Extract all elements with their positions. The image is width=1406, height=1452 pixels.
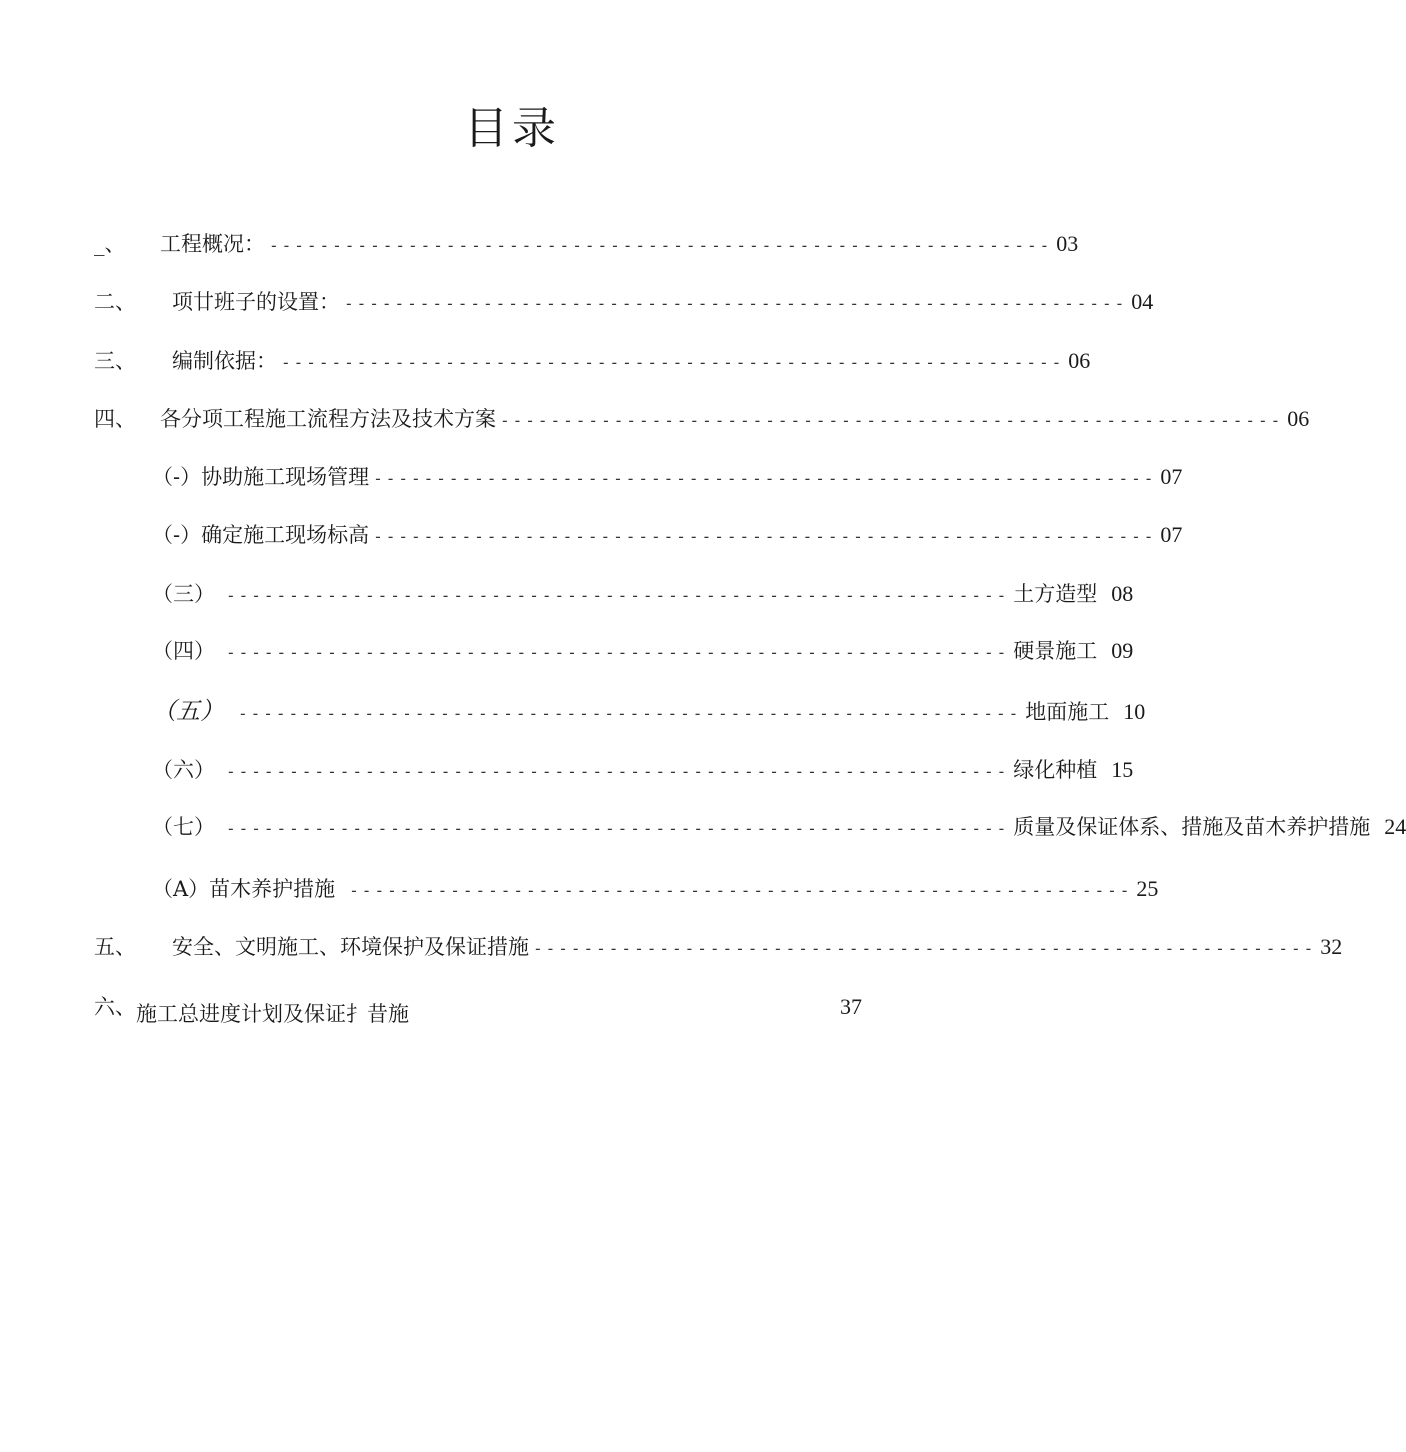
toc-entry-number: （七） bbox=[152, 815, 215, 839]
toc-entry-page: 03 bbox=[1056, 231, 1079, 256]
toc-entry-number: 三、 bbox=[94, 349, 136, 373]
toc-entry-label: 各分项工程施工流程方法及技术方案 bbox=[160, 407, 496, 431]
toc-entry[interactable] bbox=[152, 755, 1134, 785]
toc-entry-number: （四） bbox=[152, 639, 215, 663]
toc-leader: -------------------------------------------------------------- bbox=[269, 236, 1053, 255]
toc-entry-label: 安全、文明施工、环境保护及保证措施 bbox=[172, 935, 529, 959]
toc-entry-page: 04 bbox=[1131, 289, 1154, 314]
toc-entry-page: 06 bbox=[1287, 406, 1310, 431]
toc-entry[interactable] bbox=[152, 520, 1183, 550]
toc-entry[interactable] bbox=[152, 636, 1134, 666]
toc-entry-label: 质量及保证体系、措施及苗木养护措施 bbox=[1013, 815, 1371, 839]
toc-leader: -------------------------------------------------------------- bbox=[373, 469, 1157, 488]
toc-entry[interactable] bbox=[152, 874, 1159, 904]
toc-entry-page: 24 bbox=[1384, 814, 1406, 839]
toc-entry-label: 硬景施工 bbox=[1013, 639, 1098, 663]
toc-entry-page: 32 bbox=[1320, 934, 1343, 959]
toc-leader: -------------------------------------------------------------- bbox=[349, 881, 1133, 900]
toc-entry-label: 确定施工现场标高 bbox=[201, 523, 370, 547]
toc-entry[interactable] bbox=[152, 696, 1146, 726]
toc-entry-label: 工程概况： bbox=[160, 232, 265, 256]
toc-entry[interactable] bbox=[94, 404, 1310, 434]
toc-entry[interactable] bbox=[152, 579, 1134, 609]
toc-leader: -------------------------------------------------------------- bbox=[226, 762, 1010, 781]
toc-entry[interactable] bbox=[152, 462, 1183, 492]
toc-leader: -------------------------------------------------------------- bbox=[238, 704, 1022, 723]
toc-entry-number: 五、 bbox=[94, 935, 136, 959]
toc-entry-number: _、 bbox=[94, 232, 126, 256]
toc-leader: -------------------------------------------------------------- bbox=[533, 939, 1317, 958]
toc-entry-number: （三） bbox=[152, 582, 215, 606]
toc-entry-label: 土方造型 bbox=[1013, 582, 1098, 606]
toc-entry-label: 协助施工现场管理 bbox=[201, 465, 370, 489]
toc-entry-number: 六、 bbox=[94, 995, 136, 1019]
toc-entry-page: 07 bbox=[1160, 464, 1183, 489]
toc-entry-number: （-） bbox=[152, 465, 202, 489]
toc-entry-label: 地面施工 bbox=[1025, 700, 1110, 724]
toc-entry[interactable] bbox=[94, 287, 1154, 317]
toc-entry-label: 编制依据： bbox=[172, 349, 277, 373]
toc-entry-label: 绿化种植 bbox=[1013, 758, 1098, 782]
toc-entry-number: （五） bbox=[152, 697, 224, 725]
toc-entry-number: （-） bbox=[152, 523, 202, 547]
toc-entry-page: 15 bbox=[1111, 757, 1134, 782]
toc-entry-page: 08 bbox=[1111, 581, 1134, 606]
toc-entry-page: 09 bbox=[1111, 638, 1134, 663]
toc-entry-page: 25 bbox=[1136, 876, 1159, 901]
toc-entry[interactable] bbox=[152, 812, 1406, 842]
toc-entry-number: 四、 bbox=[94, 407, 136, 431]
toc-leader: -------------------------------------------------------------- bbox=[500, 411, 1284, 430]
toc-leader: -------------------------------------------------------------- bbox=[281, 353, 1065, 372]
toc-leader: -------------------------------------------------------------- bbox=[344, 294, 1128, 313]
toc-entry-number: （六） bbox=[152, 758, 215, 782]
toc-entry[interactable] bbox=[94, 932, 1343, 962]
toc-entry-number: （A） bbox=[152, 877, 210, 901]
toc-entry[interactable] bbox=[94, 346, 1091, 376]
toc-leader: -------------------------------------------------------------- bbox=[226, 643, 1010, 662]
toc-entry-page: 10 bbox=[1123, 699, 1146, 724]
toc-entry[interactable] bbox=[94, 992, 862, 1026]
toc-entry-number: 二、 bbox=[94, 290, 136, 314]
toc-entry[interactable] bbox=[94, 229, 1079, 259]
toc-entry-label: 项廿班子的设置： bbox=[172, 290, 340, 314]
toc-leader: -------------------------------------------------------------- bbox=[226, 586, 1010, 605]
toc-leader: -------------------------------------------------------------- bbox=[373, 527, 1157, 546]
toc-entry-page: 07 bbox=[1160, 522, 1183, 547]
toc-entry-label: 苗木养护措施 bbox=[209, 877, 336, 901]
toc-leader: -------------------------------------------------------------- bbox=[226, 819, 1010, 838]
toc-entry-page: 06 bbox=[1068, 348, 1091, 373]
toc-entry-page: 37 bbox=[840, 994, 862, 1019]
page-title: 目录 bbox=[464, 103, 560, 154]
toc-entry-label: 施工总进度计划及保证扌昔施 bbox=[136, 1002, 409, 1026]
